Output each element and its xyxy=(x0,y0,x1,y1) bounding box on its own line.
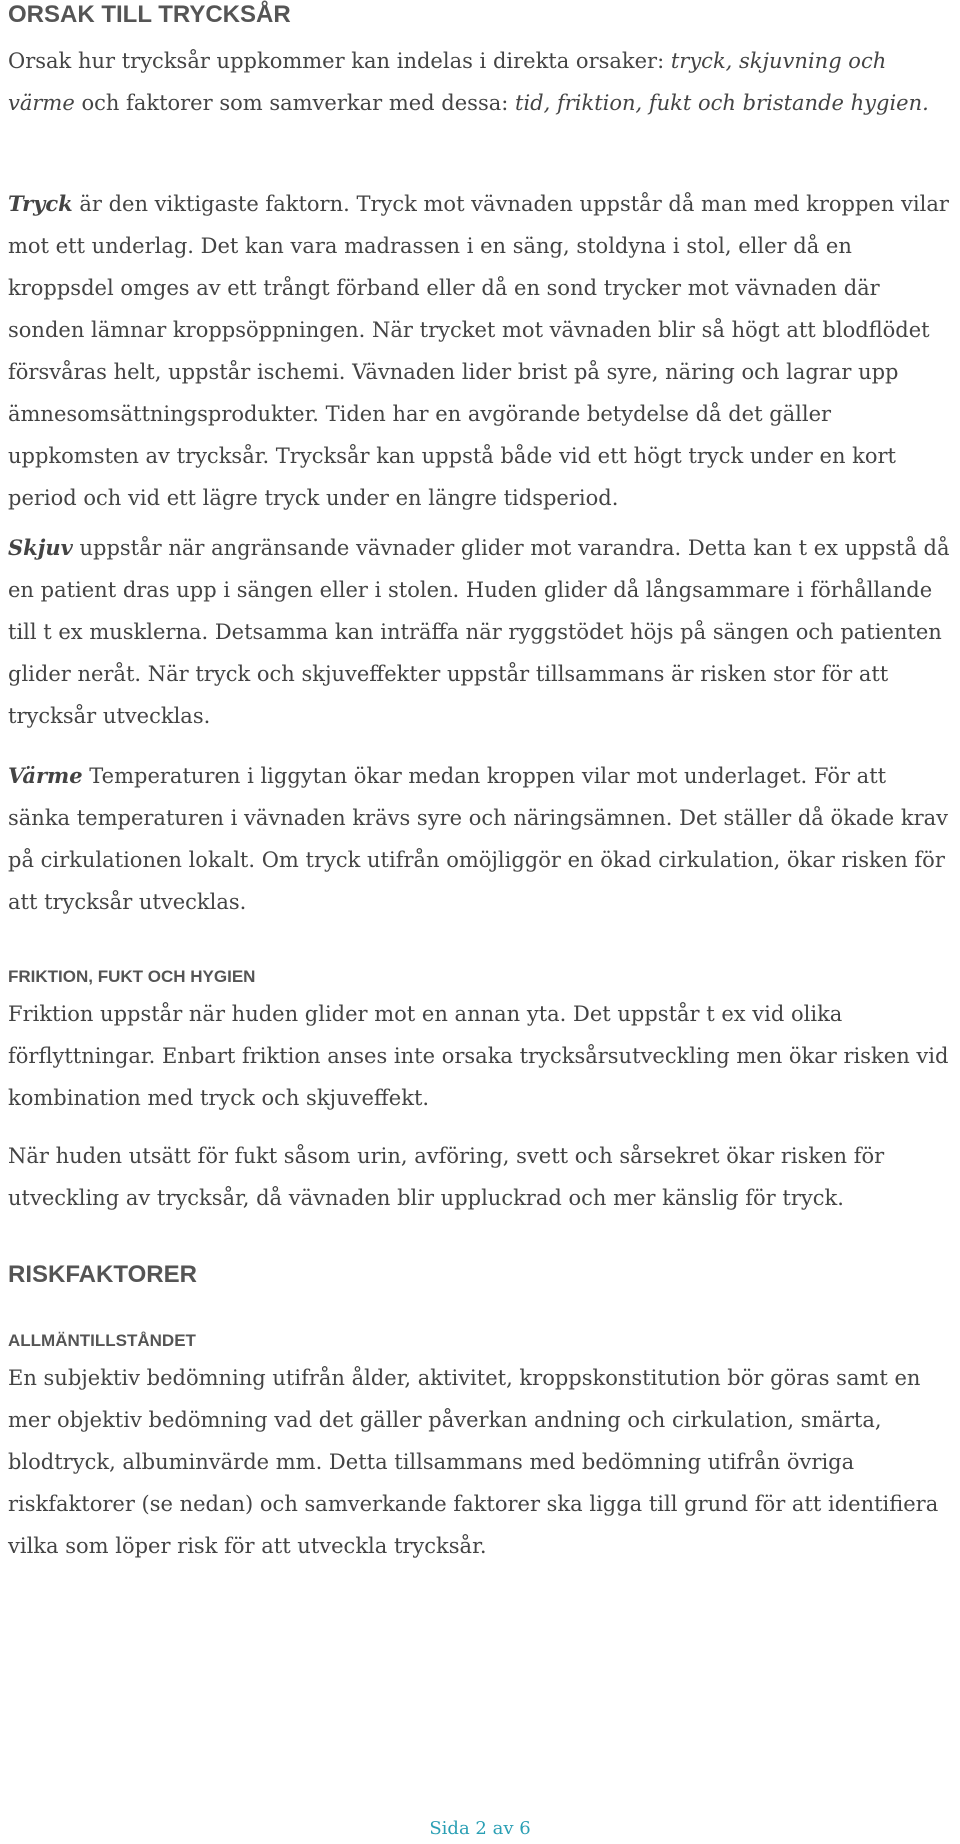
subheading-allmantillstandet: ALLMÄNTILLSTÅNDET xyxy=(8,1331,196,1350)
lead-term-tryck: Tryck xyxy=(8,191,73,216)
paragraph-varme xyxy=(8,755,952,923)
intro-text-factors: tid, friktion, fukt och bristande hygien. xyxy=(515,91,929,115)
intro-text-c: och faktorer som samverkar med dessa: xyxy=(74,91,515,115)
paragraph-orsak-intro xyxy=(8,40,952,124)
intro-text-a: Orsak hur trycksår uppkommer kan indelas i direkta orsaker: xyxy=(8,49,671,73)
lead-term-varme: Värme xyxy=(8,763,83,788)
skjuv-body: uppstår när angränsande vävnader glider mot varandra. Detta kan t ex uppstå då en patient dras upp i sängen eller i stolen. Huden glider då långsammare i förhållande till t ex musklerna. Detsamma kan inträffa när ryggstödet höjs på sängen och patienten glider neråt. När tryck och skjuveffekter uppstår tillsammans är risken stor för att trycksår utvecklas. xyxy=(8,536,950,728)
section-heading-riskfaktorer: RISKFAKTORER xyxy=(8,1261,197,1288)
paragraph-fukt: När huden utsätt för fukt såsom urin, avföring, svett och sårsekret ökar risken för utveckling av trycksår, då vävnaden blir uppluckrad och mer känslig för tryck. xyxy=(8,1144,885,1210)
paragraph-allmantillstandet: En subjektiv bedömning utifrån ålder, aktivitet, kroppskonstitution bör göras samt en mer objektiv bedömning vad det gäller påverkan andning och cirkulation, smärta, blodtryck, albuminvärde mm. Detta tillsammans med bedömning utifrån övriga riskfaktorer (se nedan) och samverkande faktorer ska ligga till grund för att identifiera vilka som löper risk för att utveckla trycksår. xyxy=(8,1366,939,1558)
subheading-friktion: FRIKTION, FUKT OCH HYGIEN xyxy=(8,967,256,986)
varme-body: Temperaturen i liggytan ökar medan kroppen vilar mot underlaget. För att sänka temperaturen i vävnaden krävs syre och näringsämnen. Det ställer då ökade krav på cirkulationen lokalt. Om tryck utifrån omöjliggör en ökad cirkulation, ökar risken för att trycksår utvecklas. xyxy=(8,764,949,914)
tryck-body: är den viktigaste faktorn. Tryck mot vävnaden uppstår då man med kroppen vilar mot ett underlag. Det kan vara madrassen i en säng, stoldyna i stol, eller då en kroppsdel omges av ett trångt förband eller då en sond trycker mot vävnaden där sonden lämnar kroppsöppningen. När trycket mot vävnaden blir så högt att blodflödet försvåras helt, uppstår ischemi. Vävnaden lider brist på syre, näring och lagrar upp ämnesomsättningsprodukter. Tiden har en avgörande betydelse då det gäller uppkomsten av trycksår. Trycksår kan uppstå både vid ett högt tryck under en kort period och vid ett lägre tryck under en längre tidsperiod. xyxy=(8,192,949,510)
paragraph-friktion: Friktion uppstår när huden glider mot en annan yta. Det uppstår t ex vid olika förflyttningar. Enbart friktion anses inte orsaka trycksårsutveckling men ökar risken vid kombination med tryck och skjuveffekt. xyxy=(8,1002,949,1110)
section-heading-orsak: ORSAK TILL TRYCKSÅR xyxy=(8,1,291,28)
lead-term-skjuv: Skjuv xyxy=(8,535,73,560)
paragraph-skjuv xyxy=(8,527,952,737)
page-number-footer: Sida 2 av 6 xyxy=(429,1818,531,1839)
paragraph-tryck xyxy=(8,183,952,519)
intro-text-direct-causes: tryck, skjuvning och värme xyxy=(8,49,887,115)
